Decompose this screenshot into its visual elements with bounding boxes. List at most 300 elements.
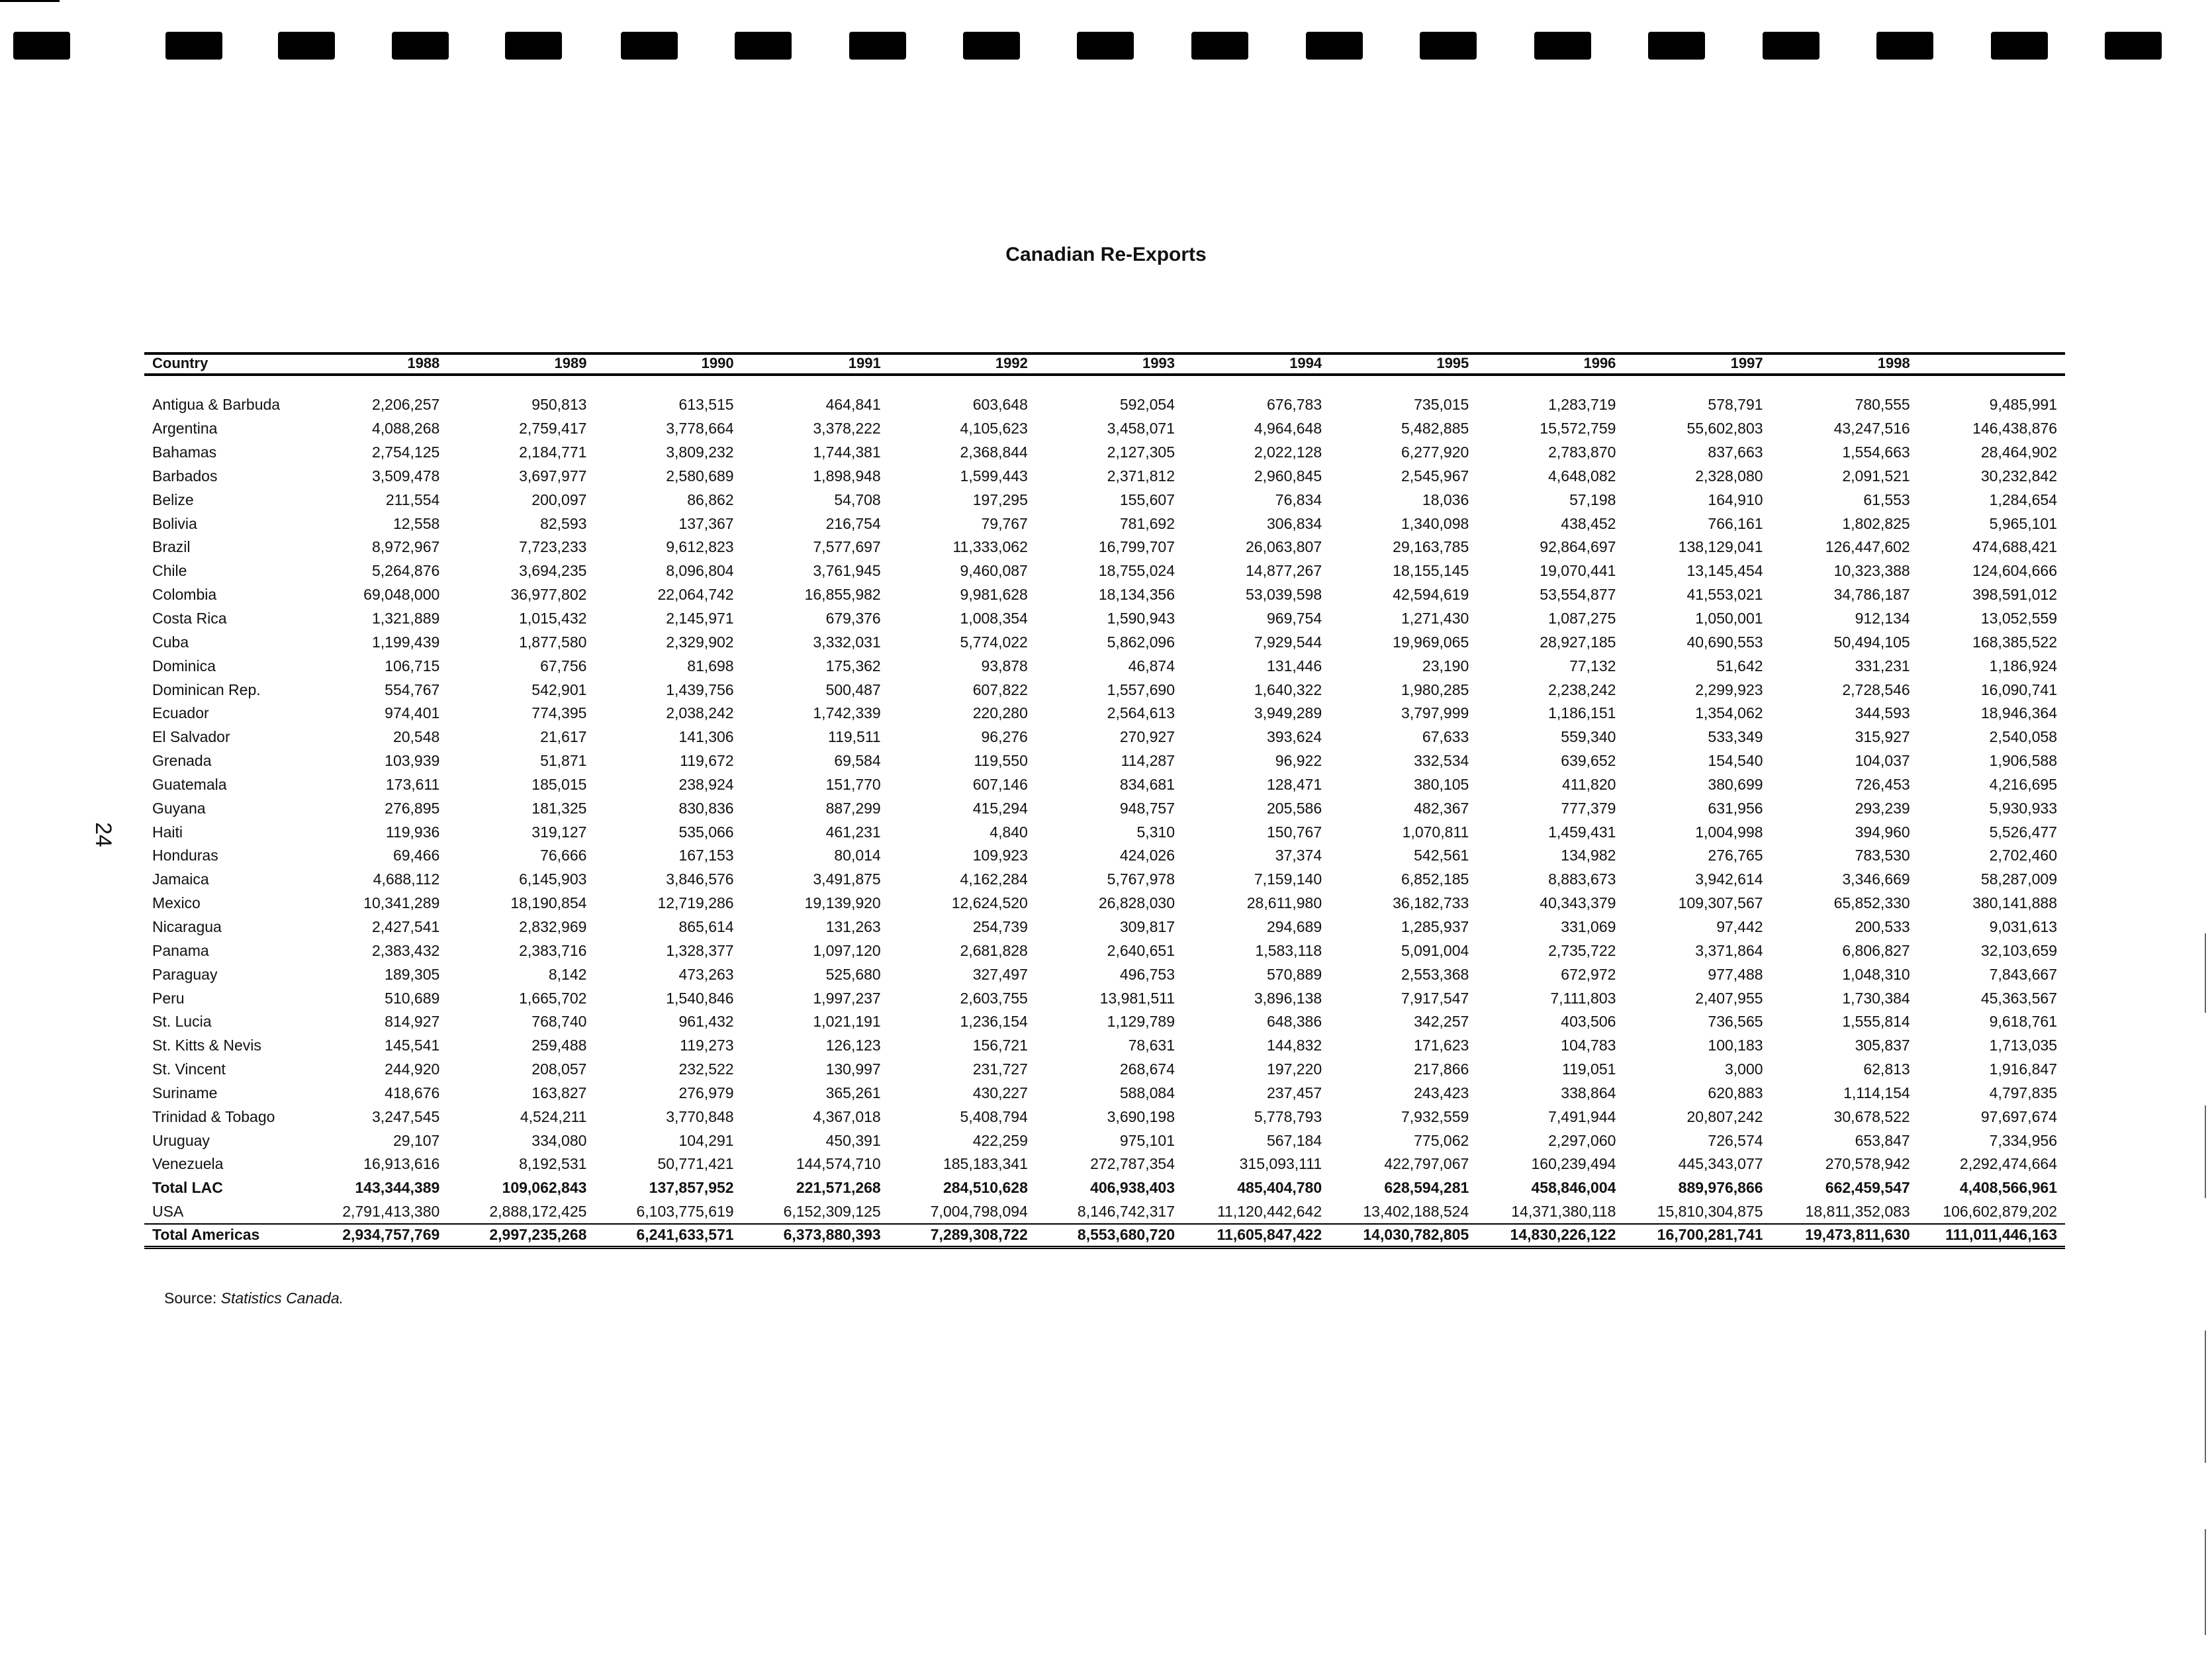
value-cell: 43,247,516 [1833, 420, 1910, 438]
country-cell: Uruguay [152, 1131, 210, 1149]
value-cell: 109,307,567 [1678, 894, 1763, 912]
value-cell: 131,263 [825, 917, 881, 935]
table-row [144, 1105, 2065, 1129]
punch-hole [1648, 32, 1705, 60]
value-cell: 270,927 [1119, 728, 1175, 746]
value-cell: 830,836 [678, 799, 734, 817]
value-cell: 7,843,667 [1989, 965, 2057, 983]
value-cell: 777,379 [1561, 799, 1616, 817]
value-cell: 126,123 [825, 1037, 881, 1054]
country-cell: Guyana [152, 799, 206, 817]
value-cell: 168,385,522 [1972, 633, 2057, 651]
value-cell: 2,292,474,664 [1959, 1155, 2057, 1173]
usa-row [144, 1200, 2065, 1224]
table-row [144, 559, 2065, 583]
value-cell: 16,700,281,741 [1657, 1226, 1763, 1244]
value-cell: 1,459,431 [1548, 823, 1616, 841]
value-cell: 42,594,619 [1393, 586, 1469, 604]
value-cell: 4,216,695 [1989, 775, 2057, 793]
value-cell: 3,000 [1725, 1060, 1763, 1078]
value-cell: 32,103,659 [1980, 941, 2057, 959]
value-cell: 305,837 [1855, 1037, 1910, 1054]
value-cell: 119,936 [385, 823, 440, 841]
punch-hole [1420, 32, 1477, 60]
column-header-year: 1995 [1436, 355, 1469, 371]
value-cell: 1,742,339 [813, 704, 881, 722]
column-header-country: Country [152, 355, 208, 371]
value-cell: 2,728,546 [1842, 680, 1910, 698]
value-cell: 5,526,477 [1989, 823, 2057, 841]
table-row [144, 1058, 2065, 1082]
value-cell: 7,723,233 [519, 538, 587, 556]
value-cell: 1,665,702 [519, 989, 587, 1007]
value-cell: 11,605,847,422 [1217, 1226, 1322, 1244]
value-cell: 887,299 [825, 799, 881, 817]
margin-mark [2205, 1105, 2206, 1198]
value-cell: 613,515 [678, 396, 734, 414]
value-cell: 950,813 [531, 396, 587, 414]
value-cell: 141,306 [678, 728, 734, 746]
country-cell: St. Vincent [152, 1060, 226, 1078]
value-cell: 111,011,446,163 [1945, 1226, 2057, 1244]
value-cell: 144,574,710 [796, 1155, 881, 1173]
value-cell: 1,557,690 [1107, 680, 1175, 698]
value-cell: 5,264,876 [371, 562, 440, 580]
value-cell: 175,362 [825, 657, 881, 675]
page-title: Canadian Re-Exports [1005, 244, 1207, 265]
value-cell: 55,602,803 [1686, 420, 1763, 438]
country-cell: Cuba [152, 633, 189, 651]
value-cell: 276,895 [385, 799, 440, 817]
value-cell: 217,866 [1414, 1060, 1469, 1078]
value-cell: 12,558 [392, 514, 440, 532]
value-cell: 607,822 [972, 680, 1028, 698]
country-cell: Panama [152, 941, 209, 959]
value-cell: 14,877,267 [1246, 562, 1322, 580]
value-cell: 189,305 [385, 965, 440, 983]
re-exports-table-container [144, 352, 2065, 1249]
margin-mark [2205, 1529, 2206, 1635]
value-cell: 104,037 [1855, 752, 1910, 770]
value-cell: 1,898,948 [813, 467, 881, 485]
value-cell: 438,452 [1561, 514, 1616, 532]
value-cell: 92,864,697 [1540, 538, 1616, 556]
value-cell: 485,404,780 [1237, 1179, 1322, 1197]
country-cell: Bahamas [152, 443, 217, 461]
country-cell: Colombia [152, 586, 217, 604]
country-cell: Ecuador [152, 704, 209, 722]
value-cell: 18,811,352,083 [1805, 1202, 1910, 1220]
value-cell: 542,901 [531, 680, 587, 698]
spacer-row [144, 375, 2065, 393]
value-cell: 768,740 [531, 1013, 587, 1031]
value-cell: 510,689 [385, 989, 440, 1007]
value-cell: 268,674 [1119, 1060, 1175, 1078]
column-header-year: 1998 [1877, 355, 1910, 371]
value-cell: 143,344,389 [355, 1179, 440, 1197]
value-cell: 106,715 [385, 657, 440, 675]
value-cell: 216,754 [825, 514, 881, 532]
value-cell: 2,383,716 [519, 941, 587, 959]
value-cell: 9,612,823 [666, 538, 734, 556]
country-cell: Honduras [152, 847, 218, 864]
value-cell: 1,285,937 [1401, 917, 1469, 935]
value-cell: 3,778,664 [666, 420, 734, 438]
value-cell: 473,263 [678, 965, 734, 983]
total-lac-row [144, 1176, 2065, 1200]
value-cell: 1,916,847 [1989, 1060, 2057, 1078]
column-header-year: 1994 [1289, 355, 1322, 371]
value-cell: 119,051 [1561, 1060, 1616, 1078]
column-header-year: 1990 [701, 355, 734, 371]
page-number: 24 [91, 822, 116, 847]
value-cell: 1,015,432 [519, 610, 587, 628]
value-cell: 119,672 [680, 752, 734, 770]
table-row [144, 773, 2065, 797]
value-cell: 653,847 [1855, 1131, 1910, 1149]
value-cell: 200,533 [1855, 917, 1910, 935]
value-cell: 9,981,628 [960, 586, 1028, 604]
value-cell: 422,797,067 [1384, 1155, 1469, 1173]
punch-hole [1991, 32, 2048, 60]
value-cell: 37,374 [1275, 847, 1322, 864]
value-cell: 19,969,065 [1393, 633, 1469, 651]
value-cell: 4,964,648 [1254, 420, 1322, 438]
value-cell: 77,132 [1569, 657, 1616, 675]
value-cell: 2,735,722 [1548, 941, 1616, 959]
country-cell: Suriname [152, 1084, 218, 1101]
value-cell: 181,325 [531, 799, 587, 817]
country-cell: Guatemala [152, 775, 227, 793]
value-cell: 119,550 [974, 752, 1028, 770]
value-cell: 7,917,547 [1401, 989, 1469, 1007]
value-cell: 28,464,902 [1980, 443, 2057, 461]
value-cell: 16,855,982 [804, 586, 881, 604]
value-cell: 156,721 [972, 1037, 1028, 1054]
country-cell: Grenada [152, 752, 212, 770]
value-cell: 1,284,654 [1989, 490, 2057, 508]
value-cell: 975,101 [1119, 1131, 1175, 1149]
value-cell: 76,666 [540, 847, 587, 864]
value-cell: 380,105 [1414, 775, 1469, 793]
value-cell: 781,692 [1119, 514, 1175, 532]
punch-hole [392, 32, 449, 60]
value-cell: 7,111,803 [1550, 989, 1616, 1007]
table-row [144, 725, 2065, 749]
value-cell: 4,367,018 [813, 1107, 881, 1125]
value-cell: 1,097,120 [813, 941, 881, 959]
value-cell: 16,090,741 [1980, 680, 2057, 698]
country-cell: Argentina [152, 420, 218, 438]
table-row [144, 820, 2065, 844]
table-row [144, 1010, 2065, 1034]
punch-hole [963, 32, 1020, 60]
value-cell: 3,846,576 [666, 870, 734, 888]
value-cell: 293,239 [1855, 799, 1910, 817]
country-cell: USA [152, 1202, 184, 1220]
value-cell: 137,857,952 [649, 1179, 734, 1197]
value-cell: 80,014 [834, 847, 881, 864]
value-cell: 780,555 [1855, 396, 1910, 414]
table-row [144, 488, 2065, 512]
table-row [144, 607, 2065, 631]
value-cell: 1,540,846 [666, 989, 734, 1007]
table-row [144, 1129, 2065, 1152]
value-cell: 3,761,945 [813, 562, 881, 580]
value-cell: 4,088,268 [371, 420, 440, 438]
value-cell: 4,648,082 [1548, 467, 1616, 485]
column-header-year: 1988 [407, 355, 440, 371]
country-cell: St. Kitts & Nevis [152, 1037, 261, 1054]
punch-hole [1191, 32, 1248, 60]
value-cell: 40,343,379 [1540, 894, 1616, 912]
value-cell: 7,004,798,094 [930, 1202, 1028, 1220]
value-cell: 12,719,286 [657, 894, 734, 912]
value-cell: 567,184 [1267, 1131, 1322, 1149]
value-cell: 294,689 [1267, 917, 1322, 935]
value-cell: 163,827 [531, 1084, 587, 1101]
country-cell: Peru [152, 989, 185, 1007]
value-cell: 2,328,080 [1695, 467, 1763, 485]
value-cell: 8,192,531 [519, 1155, 587, 1173]
value-cell: 197,295 [972, 490, 1028, 508]
value-cell: 1,186,151 [1548, 704, 1616, 722]
country-cell: Bolivia [152, 514, 197, 532]
value-cell: 34,786,187 [1833, 586, 1910, 604]
value-cell: 145,541 [385, 1037, 440, 1054]
value-cell: 315,093,111 [1239, 1155, 1322, 1173]
value-cell: 231,727 [972, 1060, 1028, 1078]
value-cell: 109,923 [972, 847, 1028, 864]
value-cell: 535,066 [678, 823, 734, 841]
value-cell: 221,571,268 [796, 1179, 881, 1197]
top-edge-rule [0, 0, 60, 2]
value-cell: 67,756 [540, 657, 587, 675]
value-cell: 1,236,154 [960, 1013, 1028, 1031]
value-cell: 533,349 [1708, 728, 1763, 746]
country-cell: Jamaica [152, 870, 209, 888]
value-cell: 106,602,879,202 [1943, 1202, 2057, 1220]
value-cell: 220,280 [972, 704, 1028, 722]
value-cell: 559,340 [1561, 728, 1616, 746]
value-cell: 2,934,757,769 [342, 1226, 440, 1244]
value-cell: 16,799,707 [1098, 538, 1175, 556]
value-cell: 380,141,888 [1972, 894, 2057, 912]
value-cell: 82,593 [540, 514, 587, 532]
value-cell: 30,232,842 [1980, 467, 2057, 485]
value-cell: 1,599,443 [960, 467, 1028, 485]
value-cell: 128,471 [1267, 775, 1322, 793]
value-cell: 28,927,185 [1540, 633, 1616, 651]
value-cell: 243,423 [1414, 1084, 1469, 1101]
value-cell: 2,564,613 [1107, 704, 1175, 722]
value-cell: 1,199,439 [371, 633, 440, 651]
country-cell: Total LAC [152, 1179, 223, 1197]
value-cell: 1,980,285 [1401, 680, 1469, 698]
value-cell: 8,096,804 [666, 562, 734, 580]
value-cell: 1,590,943 [1107, 610, 1175, 628]
value-cell: 961,432 [678, 1013, 734, 1031]
punch-hole [278, 32, 335, 60]
value-cell: 8,883,673 [1548, 870, 1616, 888]
value-cell: 542,561 [1414, 847, 1469, 864]
country-cell: Total Americas [152, 1226, 260, 1244]
value-cell: 834,681 [1119, 775, 1175, 793]
value-cell: 1,554,663 [1842, 443, 1910, 461]
value-cell: 2,759,417 [519, 420, 587, 438]
value-cell: 5,408,794 [960, 1107, 1028, 1125]
value-cell: 18,036 [1422, 490, 1469, 508]
value-cell: 2,297,060 [1548, 1131, 1616, 1149]
value-cell: 53,039,598 [1246, 586, 1322, 604]
value-cell: 306,834 [1267, 514, 1322, 532]
value-cell: 8,553,680,720 [1077, 1226, 1175, 1244]
value-cell: 40,690,553 [1686, 633, 1763, 651]
value-cell: 3,332,031 [813, 633, 881, 651]
value-cell: 2,997,235,268 [489, 1226, 587, 1244]
value-cell: 6,277,920 [1401, 443, 1469, 461]
value-cell: 3,509,478 [371, 467, 440, 485]
value-cell: 620,883 [1708, 1084, 1763, 1101]
value-cell: 403,506 [1561, 1013, 1616, 1031]
value-cell: 3,694,235 [519, 562, 587, 580]
value-cell: 211,554 [385, 490, 440, 508]
value-cell: 1,070,811 [1402, 823, 1469, 841]
value-cell: 331,231 [1855, 657, 1910, 675]
value-cell: 26,828,030 [1098, 894, 1175, 912]
country-cell: Barbados [152, 467, 218, 485]
value-cell: 1,744,381 [813, 443, 881, 461]
value-cell: 1,008,354 [960, 610, 1028, 628]
total-americas-row [144, 1224, 2065, 1248]
value-cell: 93,878 [981, 657, 1028, 675]
value-cell: 28,611,980 [1246, 894, 1322, 912]
value-cell: 144,832 [1267, 1037, 1322, 1054]
value-cell: 2,427,541 [371, 917, 440, 935]
value-cell: 14,030,782,805 [1363, 1226, 1469, 1244]
value-cell: 270,578,942 [1825, 1155, 1910, 1173]
value-cell: 676,783 [1267, 396, 1322, 414]
punch-hole [165, 32, 222, 60]
value-cell: 2,329,902 [666, 633, 734, 651]
value-cell: 578,791 [1708, 396, 1763, 414]
value-cell: 735,015 [1414, 396, 1469, 414]
value-cell: 67,633 [1422, 728, 1469, 746]
value-cell: 3,458,071 [1107, 420, 1175, 438]
table-row [144, 962, 2065, 986]
value-cell: 19,473,811,630 [1805, 1226, 1910, 1244]
value-cell: 2,184,771 [519, 443, 587, 461]
value-cell: 4,408,566,961 [1959, 1179, 2057, 1197]
value-cell: 2,407,955 [1695, 989, 1763, 1007]
value-cell: 1,283,719 [1548, 396, 1616, 414]
table-row [144, 512, 2065, 536]
value-cell: 2,127,305 [1107, 443, 1175, 461]
value-cell: 1,050,001 [1695, 610, 1763, 628]
column-header-year: 1992 [995, 355, 1028, 371]
value-cell: 16,913,616 [363, 1155, 440, 1173]
value-cell: 13,145,454 [1686, 562, 1763, 580]
value-cell: 474,688,421 [1972, 538, 2057, 556]
table-body [144, 375, 2065, 1247]
value-cell: 23,190 [1422, 657, 1469, 675]
column-header-year: 1997 [1730, 355, 1763, 371]
value-cell: 69,584 [834, 752, 881, 770]
value-cell: 1,640,322 [1254, 680, 1322, 698]
value-cell: 197,220 [1267, 1060, 1322, 1078]
value-cell: 398,591,012 [1972, 586, 2057, 604]
table-header [144, 353, 2065, 375]
value-cell: 164,910 [1708, 490, 1763, 508]
value-cell: 238,924 [678, 775, 734, 793]
value-cell: 1,555,814 [1842, 1013, 1910, 1031]
punch-hole [1876, 32, 1933, 60]
value-cell: 3,797,999 [1401, 704, 1469, 722]
value-cell: 6,103,775,619 [636, 1202, 734, 1220]
value-cell: 2,368,844 [960, 443, 1028, 461]
value-cell: 1,129,789 [1107, 1013, 1175, 1031]
value-cell: 81,698 [687, 657, 734, 675]
value-cell: 61,553 [1863, 490, 1910, 508]
value-cell: 5,310 [1136, 823, 1175, 841]
value-cell: 138,129,041 [1678, 538, 1763, 556]
table-row [144, 892, 2065, 915]
value-cell: 14,371,380,118 [1511, 1202, 1616, 1220]
value-cell: 631,956 [1708, 799, 1763, 817]
value-cell: 2,603,755 [960, 989, 1028, 1007]
country-cell: Venezuela [152, 1155, 224, 1173]
value-cell: 18,755,024 [1098, 562, 1175, 580]
value-cell: 1,340,098 [1401, 514, 1469, 532]
value-cell: 272,787,354 [1090, 1155, 1175, 1173]
value-cell: 18,134,356 [1098, 586, 1175, 604]
table-row [144, 583, 2065, 607]
table-row [144, 678, 2065, 702]
value-cell: 1,802,825 [1842, 514, 1910, 532]
value-cell: 4,524,211 [520, 1107, 587, 1125]
table-row [144, 749, 2065, 773]
value-cell: 3,697,977 [519, 467, 587, 485]
value-cell: 309,817 [1119, 917, 1175, 935]
value-cell: 57,198 [1569, 490, 1616, 508]
value-cell: 18,155,145 [1393, 562, 1469, 580]
value-cell: 5,482,885 [1401, 420, 1469, 438]
value-cell: 7,334,956 [1989, 1131, 2057, 1149]
value-cell: 422,259 [972, 1131, 1028, 1149]
value-cell: 2,754,125 [371, 443, 440, 461]
value-cell: 109,062,843 [502, 1179, 587, 1197]
value-cell: 8,146,742,317 [1077, 1202, 1175, 1220]
value-cell: 2,702,460 [1989, 847, 2057, 864]
value-cell: 9,618,761 [1989, 1013, 2057, 1031]
value-cell: 430,227 [972, 1084, 1028, 1101]
value-cell: 2,038,242 [666, 704, 734, 722]
value-cell: 783,530 [1855, 847, 1910, 864]
value-cell: 26,063,807 [1246, 538, 1322, 556]
value-cell: 865,614 [678, 917, 734, 935]
value-cell: 6,852,185 [1401, 870, 1469, 888]
punched-tape-border [0, 32, 2212, 66]
value-cell: 3,949,289 [1254, 704, 1322, 722]
country-cell: St. Lucia [152, 1013, 212, 1031]
value-cell: 96,922 [1275, 752, 1322, 770]
table-row [144, 939, 2065, 962]
value-cell: 726,453 [1855, 775, 1910, 793]
value-cell: 62,813 [1863, 1060, 1910, 1078]
margin-mark [2205, 933, 2206, 1013]
value-cell: 124,604,666 [1972, 562, 2057, 580]
value-cell: 2,888,172,425 [489, 1202, 587, 1220]
